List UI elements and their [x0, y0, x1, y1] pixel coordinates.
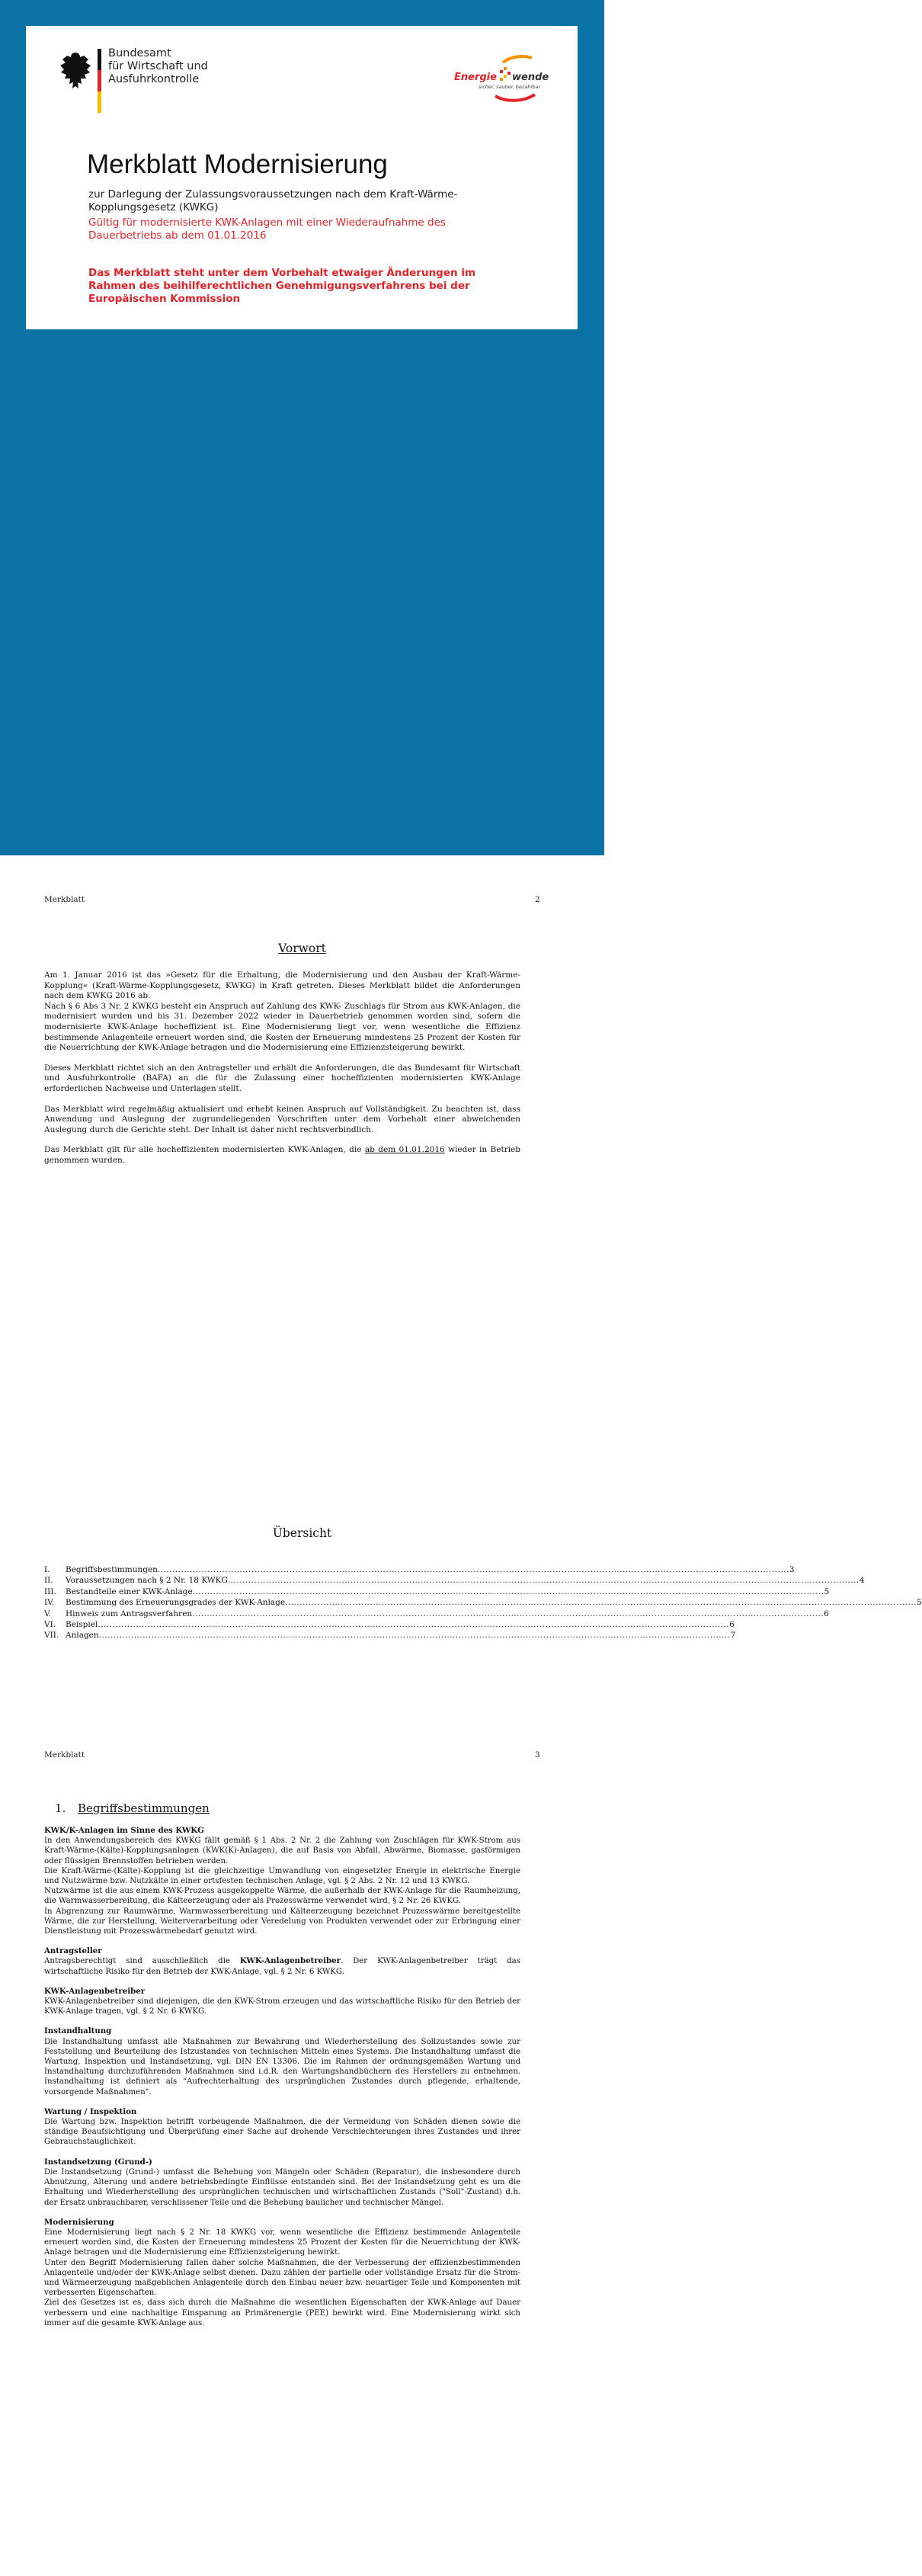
document-title: Merkblatt Modernisierung [87, 149, 388, 179]
definition-title: Modernisierung [44, 2217, 114, 2227]
page-header-label: Merkblatt [44, 1750, 85, 1760]
toc-entry[interactable] [44, 1619, 735, 1630]
section-title: Begriffsbestimmungen [78, 1801, 210, 1815]
toc-leader: ........................................................................................................................................................................................................................ [98, 1620, 730, 1630]
definition-title: KWK/K-Anlagen im Sinne des KWKG [44, 1826, 204, 1835]
bafa-name-line: Ausfuhrkontrolle [108, 73, 200, 85]
toc-number: VII. [44, 1631, 59, 1641]
toc-entry[interactable] [44, 1597, 922, 1608]
foreword-paragraph [44, 1145, 520, 1166]
toc-label: Voraussetzungen nach § 2 Nr. 18 KWKG [66, 1576, 228, 1586]
definition-text: In den Anwendungsbereich des KWKG fällt gemäß § 1 Abs. 2 Nr. 2 die Zahlung von Zuschlägen für KWK-Strom aus Kraft-Wärme-(Kälte)-Kopplungsanlagen (KWK(K)-Anlagen), die auf Basis von Abfall, Abwärme, Biomasse, gasförmigen oder flüssigen Brennstoffen betrieben werden. Die Kraft-Wärme-(Kälte)-Kopplung ist die gleichzeitige Umwandlung von eingesetzter Energie in elektrische Energie und Nutzwärme bzw. Nutzkälte in einer ortsfesten technischen Anlage, vgl. § 2 Abs. 2 Nr. 12 und 13 KWKG. Nutzwärme ist die aus einem KWK-Prozess ausgekoppelte Wärme, die außerhalb der KWK-Anlage für die Raumheizung, die Warmwasserbereitung, die Kälteerzeugung oder als Prozesswärme verwendet wird, § 2 Nr. 26 KWKG. In Abgrenzung zur Raumwärme, Warmwasserbereitung und Kälteerzeugung bezeichnet Prozesswärme bereitgestellte Wärme, die zur Herstellung, Weiterverarbeitung oder Veredelung von Produkten verwendet oder zur Erbringung einer Dienstleistung mit Prozesswärmebedarf genutzt wird. [44, 1837, 520, 1936]
foreword-text: wieder in Betrieb genommen wurden. [44, 1145, 520, 1165]
toc-entry[interactable] [44, 1630, 736, 1641]
energiewende-logo [450, 49, 556, 110]
toc-leader: ........................................................................................................................................................................................................................ [192, 1609, 824, 1618]
federal-eagle-icon [58, 50, 93, 93]
definition-text-part: Antragsberechtigt sind ausschließlich die [44, 1957, 240, 1966]
toc-label: Anlagen [66, 1631, 99, 1641]
document-subtitle: zur Darlegung der Zulassungsvoraussetzungen nach dem Kraft-Wärme-Kopplungsgesetz (KWKG) [88, 188, 458, 213]
definition-title: Instandhaltung [44, 2026, 112, 2036]
toc-label: Bestandteile einer KWK-Anlage [66, 1586, 193, 1596]
validity-notice: Gültig für modernisierte KWK-Anlagen mit einer Wiederaufnahme des Dauerbetriebs ab dem 01.01.2016 [88, 217, 446, 242]
definition-text: Die Wartung bzw. Inspektion betrifft vorbeugende Maßnahmen, die der Vermeidung von Schäden dienen sowie die ständige Beaufsichtigung und Überprüfung einer Sache auf drohende Verschlechterungen ihres Zustandes und ihrer Gebrauchstauglichkeit. [44, 2118, 520, 2147]
toc-page: 6 [729, 1620, 735, 1630]
disclaimer-notice: Das Merkblatt steht unter dem Vorbehalt etwaiger Änderungen im Rahmen des beihilferechtlichen Genehmigungsverfahrens bei der Europäischen Kommission [88, 267, 476, 305]
toc-page: 5 [917, 1598, 922, 1608]
foreword-text: Das Merkblatt gilt für alle hocheffizienten modernisierten KWK-Anlagen, die [44, 1145, 365, 1155]
toc-heading: Übersicht [272, 1526, 332, 1540]
page-number: 3 [535, 1750, 540, 1760]
definition-title: Antragsteller [44, 1946, 102, 1956]
table-of-contents [44, 1564, 922, 1641]
toc-entry[interactable] [44, 1564, 795, 1575]
foreword-body [44, 970, 520, 1166]
definitions-body [44, 1826, 520, 2328]
toc-entry[interactable] [44, 1575, 865, 1586]
toc-label: Bestimmung des Erneuerungsgrades der KWK-Anlage [66, 1598, 286, 1608]
definition-text: Die Instandhaltung umfasst alle Maßnahmen zur Bewahrung und Wiederherstellung des Sollzustandes sowie zur Feststellung und Beurteilung des Istzustandes von technischen Mitteln eines Systems. Die Instandhaltung umfasst die Wartung, Inspektion und Instandsetzung, vgl. DIN EN 13306. Die im Rahmen der ordnungsgemäßen Wartung und Instandhaltung durchzuführenden Maßnahmen sind i.d.R. den Wartungshandbüchern des Herstellers zu entnehmen. Instandhaltung ist definiert als "Aufrechterhaltung des ursprünglichen Zustandes durch pflegende, erhaltende, vorsorgende Maßnahmen". [44, 2037, 520, 2096]
toc-leader: ........................................................................................................................................................................................................................ [192, 1586, 824, 1596]
definition-title: Instandsetzung (Grund-) [44, 2157, 152, 2167]
definition-text: Eine Modernisierung liegt nach § 2 Nr. 18 KWKG vor, wenn wesentliche die Effizienz bestimmende Anlagenteile erneuert worden sind, die Kosten der Erneuerung mindestens 25 Prozent der Kosten für die Neuerrichtung der KWK-Anlage betragen und die Modernisierung eine Effizienzsteigerung bewirkt. Unter den Begriff Modernisierung fallen daher solche Maßnahmen, die der Verbesserung der effizienzbestimmenden Anlagenteile und/oder der KWK-Anlage selbst dienen. Dazu zählen der partielle oder vollständige Ersatz für die Strom- und Wärmeerzeugung maßgeblichen Anlagenteile durch den Einbau neuer bzw. neuartiger Teile und Komponenten mit verbesserten Eigenschaften. Ziel des Gesetzes ist es, dass sich durch die Maßnahme die wesentlichen Eigenschaften der KWK-Anlage auf Dauer verbessern und eine nachhaltige Einsparung an Primärenergie (PEE) bewirkt wird. Eine Modernisierung wirkt sich immer auf die gesamte KWK-Anlage aus. [44, 2228, 520, 2327]
toc-page: 5 [824, 1586, 830, 1596]
definition-block [44, 1826, 520, 1936]
definition-block [44, 2026, 520, 2096]
toc-entry[interactable] [44, 1586, 830, 1597]
toc-number: II. [44, 1576, 53, 1586]
toc-number: I. [44, 1565, 50, 1574]
bafa-name-line: für Wirtschaft und [108, 60, 208, 72]
toc-page: 3 [789, 1565, 795, 1574]
definition-title: Wartung / Inspektion [44, 2106, 137, 2116]
toc-page: 6 [824, 1609, 829, 1618]
page-3 [0, 1711, 604, 2576]
toc-leader: ........................................................................................................................................................................................................................ [98, 1631, 731, 1641]
toc-number: VI. [44, 1620, 56, 1630]
energiewende-word-1: Energie [454, 72, 497, 83]
definition-text-part: . Der KWK-Anlagenbetreiber trägt das wirtschaftliche Risiko für den Betrieb der KWK-Anlage, vgl. § 2 Nr. 6 KWKG. [44, 1957, 520, 1976]
flag-bar [98, 49, 101, 113]
definition-text: KWK-Anlagenbetreiber sind diejenigen, die den KWK-Strom erzeugen und das wirtschaftliche Risiko für den Betrieb der KWK-Anlage tragen, vgl. § 2 Nr. 6 KWKG. [44, 1997, 520, 2016]
section-heading [55, 1801, 210, 1815]
toc-leader: ........................................................................................................................................................................................................................ [227, 1576, 860, 1586]
definition-text: Die Instandsetzung (Grund-) umfasst die Behebung von Mängeln oder Schäden (Reparatur), die insbesondere durch Abnutzung, Alterung und andere betriebsbedingte Einflüsse entstanden sind. Bei der Instandsetzung geht es um die Erhaltung und Wiederherstellung des ursprünglichen technischen und wirtschaftlichen Zustands ("Soll"-Zustand) d.h. der Ersatz unbrauchbarer, verschlissener Teile und die Behebung baulicher und technischer Mängel. [44, 2167, 520, 2207]
section-number: 1. [55, 1801, 66, 1815]
definition-block [44, 2107, 520, 2148]
foreword-date: ab dem 01.01.2016 [364, 1145, 445, 1155]
foreword-paragraph: Am 1. Januar 2016 ist das »Gesetz für die Erhaltung, die Modernisierung und den Ausbau der Kraft-Wärme-Kopplung« (Kraft-Wärme-Kopplungsgesetz, KWKG) in Kraft getreten. Dieses Merkblatt bildet die Anforderungen nach dem KWKG 2016 ab. [44, 970, 520, 1001]
definition-title: KWK-Anlagenbetreiber [44, 1986, 146, 1996]
page-2 [0, 855, 922, 1711]
foreword-heading: Vorwort [278, 942, 326, 955]
definition-text [44, 1956, 520, 1976]
foreword-paragraph: Nach § 6 Abs 3 Nr. 2 KWKG besteht ein Anspruch auf Zahlung des KWK- Zuschlags für Strom aus KWK-Anlagen, die modernisiert wurden und bis 31. Dezember 2022 wieder in Dauerbetrieb genommen worden sind, sofern die modernisierte KWK-Anlage hocheffizient ist. Eine Modernisierung liegt vor, wenn wesentliche die Effizienz bestimmende Anlagenteile erneuert worden sind, die Kosten der Erneuerung mindestens 25 Prozent der Kosten für die Neuerrichtung der KWK-Anlage betragen und die Modernisierung eine Effizienzsteigerung bewirkt. [44, 1001, 520, 1053]
toc-label: Begriffsbestimmungen [66, 1565, 158, 1574]
bafa-name [108, 47, 208, 86]
cover-page [0, 0, 604, 855]
bafa-name-line: Bundesamt [108, 47, 171, 59]
page-header-label: Merkblatt [44, 895, 85, 904]
cover-card [26, 26, 578, 329]
toc-page: 4 [859, 1576, 865, 1586]
definition-text-bold: KWK-Anlagenbetreiber [239, 1956, 341, 1966]
toc-label: Hinweis zum Antragsverfahren [66, 1609, 193, 1618]
toc-leader: ........................................................................................................................................................................................................................ [285, 1598, 917, 1608]
toc-entry[interactable] [44, 1609, 829, 1619]
toc-page: 7 [730, 1631, 736, 1641]
toc-number: V. [44, 1609, 52, 1618]
toc-number: III. [44, 1586, 56, 1596]
definition-block [44, 2157, 520, 2208]
energiewende-word-2: wende [512, 72, 549, 83]
foreword-paragraph: Dieses Merkblatt richtet sich an den Antragsteller und erhält die Anforderungen, die das Bundesamt für Wirtschaft und Ausfuhrkontrolle (BAFA) an die für die Zulassung einer hocheffizienten modernisierten KWK-Anlage erforderlichen Nachweise und Unterlagen stellt. [44, 1063, 520, 1093]
toc-label: Beispiel [66, 1620, 98, 1630]
toc-number: IV. [44, 1598, 55, 1608]
foreword-paragraph: Das Merkblatt wird regelmäßig aktualisiert und erhebt keinen Anspruch auf Vollständigkeit. Zu beachten ist, dass Anwendung und Auslegung der zugrundeliegenden Vorschriften unter dem Vorbehalt einer abweichenden Auslegung durch die Gerichte steht. Der Inhalt ist daher nicht rechtsverbindlich. [44, 1104, 520, 1134]
bafa-logo [58, 47, 210, 116]
definition-block [44, 2218, 520, 2328]
energiewende-tagline: sicher, sauber, bezahlbar [479, 84, 541, 90]
definition-block [44, 1946, 520, 1977]
page-number: 2 [535, 895, 540, 904]
definition-block [44, 1987, 520, 2017]
toc-leader: ........................................................................................................................................................................................................................ [157, 1565, 789, 1574]
